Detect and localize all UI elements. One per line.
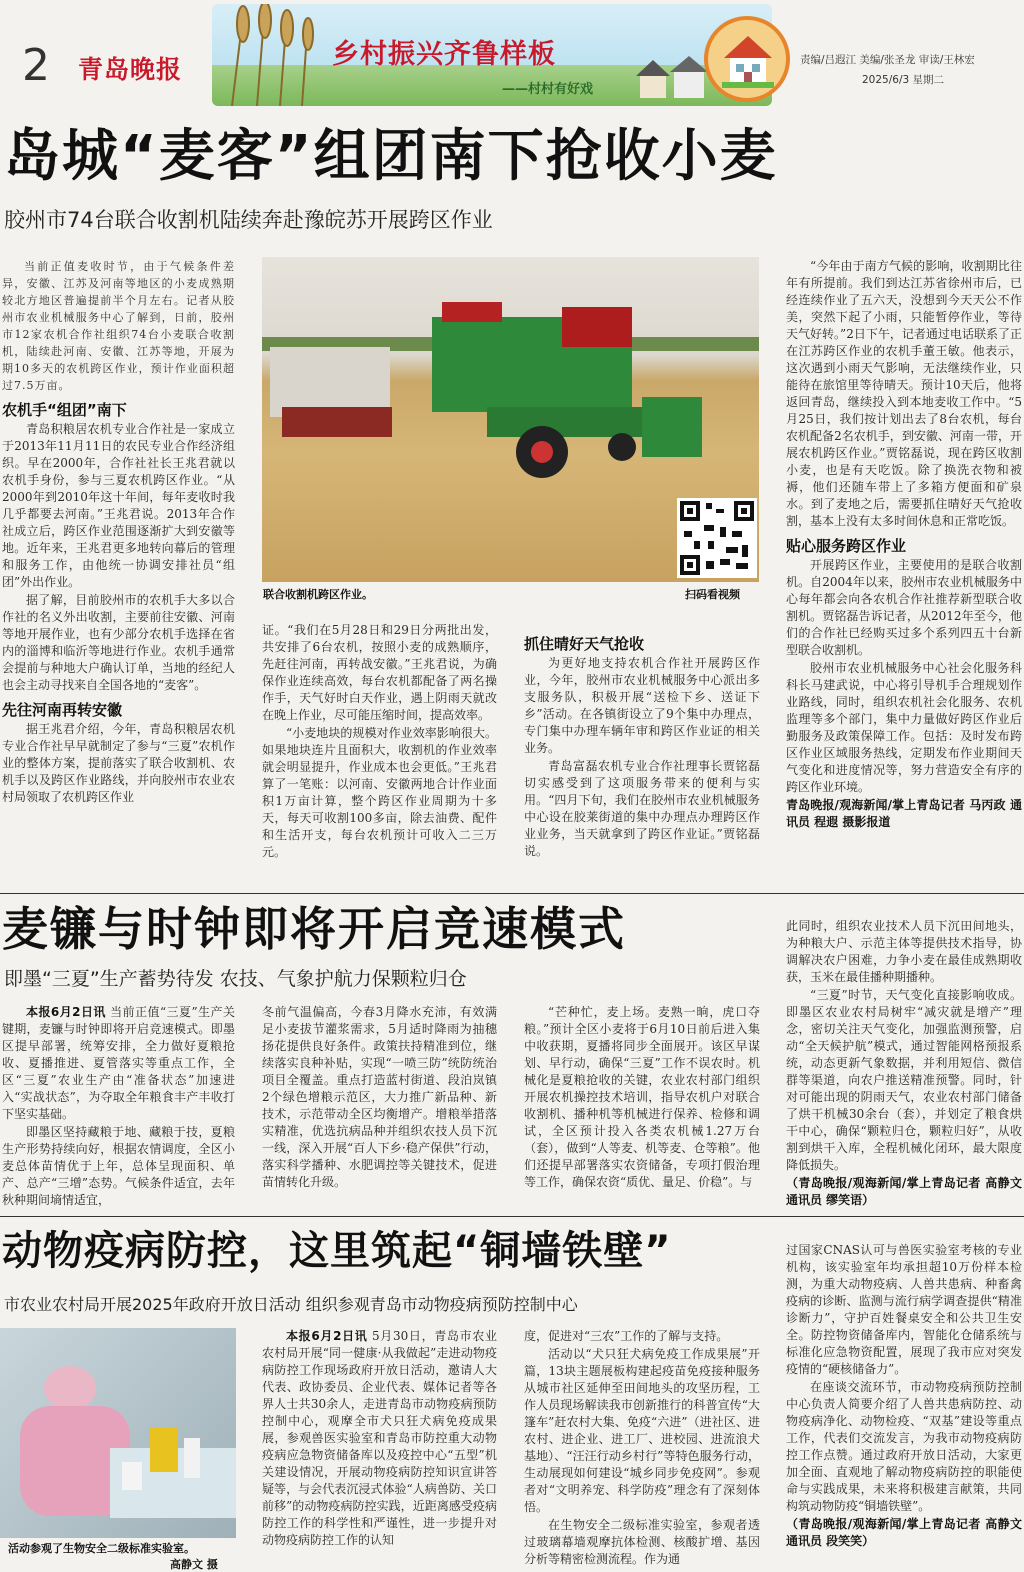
article1-paragraph: “小麦地块的规模对作业效率影响很大。如果地块连片且面积大，收割机的作业效率就会明显提升，作业成本也会更低。”王兆君算了一笔账：以河南、安徽两地合计作业面积1万亩计算，整个跨区作业周期为十多天，每天可收割100多亩，除去油费、配件和生活开支，每台农机预计可收入二三万元。 [262,726,497,859]
article1-paragraph: 青岛积粮居农机专业合作社是一家成立于2013年11月11日的农民专业合作经济组织。早在2000年，合作社社长王兆君就以农机手身份，参与三夏农机跨区作业。“从2000年到2010年这十年间，每年麦收时我几乎都要去河南。”王兆君说。2013年合作社成立后，跨区作业范围逐渐扩大到安徽等地。近年来，王兆君更多地转向幕后的管理和服务工作，由他统一协调安排社员“组团”外出作业。 [2,422,235,589]
photo-caption: 联合收割机跨区作业。 [263,588,373,601]
article2-paragraph: “三夏”时节，天气变化直接影响收成。即墨区农业农村局树牢“减灾就是增产”理念，密切关注天气变化，加强监测预警，启动“全天候护航”模式，通过智能网格预报系统，动态更新气象数据，并利用短信、微信群等渠道，向农户推送精准预警。同时，针对可能出现的阴雨天气，农业农村部门储备了烘干机械30余台（套），并划定了粮食烘干中心，确保“颗粒归仓，颗粒归好”，从收割到烘干入库，全程机械化闭环，最大限度降低损失。 [786,988,1022,1172]
article1-section1-title: 农机手“组团”南下 [2,401,127,419]
lab-photo [0,1328,236,1538]
article1-byline: 青岛晚报/观海新闻/掌上青岛记者 马丙政 通讯员 程遐 摄影报道 [786,798,1022,829]
article2-paragraph: 即墨区坚持藏粮于地、藏粮于技，夏粮生产形势持续向好，根据农情调度，全区小麦总体苗情优于上年，总体呈现面积、单产、总产“三增”态势。气候条件适宜，去年秋种期间墒情适宜， [2,1125,235,1207]
article1-section2-title: 先往河南再转安徽 [2,701,123,719]
editors: 责编/吕遐江 美编/张圣龙 审读/王林宏 [800,54,975,66]
article1-subheadline: 胶州市74台联合收割机陆续奔赴豫皖苏开展跨区作业 [4,208,493,232]
article2-dateline: 本报6月2日讯 [26,1005,106,1019]
article1-paragraph: 胶州市农业机械服务中心社会化服务科科长马建武说，中心将引导机手合理规划作业路线，同时，组织农机社会化服务、农机监理等多个部门，集中力量做好跨区作业后勤服务及政策保障工作。包括：及时发布跨区作业区域服务热线，定期发布作业期间天气变化和进度情况等，努力营造安全有序的跨区作业环境。 [786,661,1022,794]
article1-paragraph: 为更好地支持农机合作社开展跨区作业，今年，胶州市农业机械服务中心派出多支服务队，积极开展“送检下乡、送证下乡”活动。在各镇街设立了9个集中办理点，专门集中办理车辆年审和跨区作业证的相关业务。 [524,656,760,755]
article1-paragraph: “今年由于南方气候的影响，收割期比往年有所提前。我们到达江苏省徐州市后，已经连续作业了五六天，没想到今天天公不作美，突然下起了小雨，只能暂停作业，等待天气好转。”2日下午，记者通过电话联系了正在江苏跨区作业的农机手董王敏。他表示，这次遇到小雨天气影响，无法继续作业，只能待在旅馆里等待晴天。预计10天后，他将返回青岛，继续投入到本地麦收工作中。“5月25日，我们按计划出去了8台农机，每台农机配备2名农机手，到安徽、河南一带，开展农机跨区作业。”贾铭磊说，现在跨区收割小麦，也是有天吃饭。除了换洗衣物和被褥，他们还随车带上了多箱方便面和矿泉水。到了麦地之后，需要抓住晴好天气抢收割，基本上没有太多时间休息和正常吃饭。 [786,259,1022,528]
article3-paragraph: 度，促进对“三农”工作的了解与支持。 [524,1329,729,1343]
article2-paragraph: “芒种忙，麦上场。麦熟一晌，虎口夺粮。”预计全区小麦将于6月10日前后进入集中收获期，夏播将同步全面展开。该区早谋划、早行动，确保“三夏”工作不误农时。机械化是夏粮抢收的关键，农业农村部门组织开展农机操控技术培训，指导农机户对联合收割机、播种机等机械进行保养、检修和调试，全区预计投入各类农机械1.27万台（套），做到“人等麦、机等麦、仓等粮”。他们还提早部署落实农资储备，专项打假治理等工作，确保农资“质优、量足、价稳”。与 [524,1005,760,1189]
article1-col1 [2,258,235,880]
article1-paragraph: 开展跨区作业，主要使用的是联合收割机。自2004年以来，胶州市农业机械服务中心每年都会向各农机合作社推荐新型联合收割机。贾铭磊告诉记者，从2012年至今，他们的合作社已经购买过多个系列四五十台新型联合收割机。 [786,558,1022,657]
article2-col4 [786,918,1022,1212]
article1-paragraph: 证。“我们在5月28日和29日分两批出发，共安排了6台农机，按照小麦的成熟顺序，先赶往河南，再转战安徽。”王兆君说，为确保作业连续高效，每台农机都配备了两名操作手，天气好时白天作业，遇上阴雨天就改在晚上作业，尽可能压缩时间，提高效率。 [262,623,497,722]
article1-paragraph: 据了解，目前胶州市的农机手大多以合作社的名义外出收割，主要前往安徽、河南等地开展作业，也有少部分农机手选择在省内的淄博和临沂等地进行作业。农机手通常会提前与种地大户确认订单，当地的经纪人也会主动寻找来自全国各地的“麦客”。 [2,593,235,692]
village-icon [632,44,712,106]
article1-col2 [262,622,497,880]
lab-photo-caption: 活动参观了生物安全二级标准实验室。 [8,1542,195,1555]
article2-paragraph: 冬前气温偏高，今春3月降水充沛，有效满足小麦拔节灌浆需求，5月适时降雨为抽穗扬花提供良好条件。政策扶持精准到位，继续落实良种补贴，实现“一喷三防”统防统治项目全覆盖。重点打造蓝村街道、段泊岚镇2个绿色增粮示范区，大力推广新品种、新技术，示范带动全区均衡增产。增粮举措落实精准，优选抗病品种并组织农技人员下沉一线，深入开展“百人下乡·稳产保供”行动，落实科学播种、水肥调控等关键技术，促进苗情转化升级。 [262,1005,497,1189]
article3-paragraph: 在座谈交流环节，市动物疫病预防控制中心负责人简要介绍了人兽共患病防控、动物疫病净化、动物检疫、“双基”建设等重点工作，代表们交流发言，为我市动物疫病防控工作点赞。通过政府开放日活动，大家更加全面、直观地了解动物疫病防控的职能使命与实践成果，未来将积极建言献策，共同构筑动物防疫“铜墙铁壁”。 [786,1380,1022,1513]
article2-paragraph: 当前正值“三夏”生产关键期，麦镰与时钟即将开启竞速模式。即墨区提早部署，统筹安排，全力做好夏粮抢收、夏播推进、夏管落实等重点工作，全区“三夏”农业生产由“准备状态”加速进入“实战状态”，为夺取全年粮食丰产丰收打下坚实基础。 [2,1005,235,1121]
divider [0,1216,1024,1217]
house-icon [722,32,774,88]
article1-section3-title: 抓住晴好天气抢收 [524,635,645,653]
article2-headline: 麦镰与时钟即将开启竞速模式 [2,902,626,956]
banner-subtitle: ——村村有好戏 [502,82,594,97]
divider [0,893,1024,894]
article1-paragraph: 青岛富磊农机专业合作社理事长贾铭磊切实感受到了这项服务带来的便利与实用。“四月下旬，我们在胶州市农业机械服务中心设在胶莱街道的集中办理点办理跨区作业业务，当天就拿到了跨区作业证。”贾铭磊说。 [524,759,760,858]
paper-name: 青岛晚报 [78,55,183,84]
article3-paragraph: 在生物安全二级标准实验室，参观者透过玻璃幕墙观摩抗体检测、核酸扩增、基因分析等精密检测流程。作为通 [524,1518,760,1566]
article1-lead: 当前正值麦收时节，由于气候条件差异，安徽、江苏及河南等地区的小麦成熟期较北方地区普遍提前半个月左右。记者从胶州市农业机械服务中心了解到，日前，胶州市12家农机合作社组织74台小麦联合收割机，陆续赴河南、安徽、江苏等地，开展为期10多天的农机跨区作业，预计作业面积超过7.5万亩。 [2,260,235,392]
lab-photo-credit: 高静文 摄 [170,1558,218,1571]
article3-col4 [786,1242,1022,1568]
article2-subheadline: 即墨“三夏”生产蓄势待发 农技、气象护航力保颗粒归仓 [4,968,467,990]
wheat-icon [212,4,322,106]
masthead [0,0,1024,108]
qr-caption: 扫码看视频 [685,588,740,601]
article2-paragraph: 此同时，组织农业技术人员下沉田间地头，为种粮大户、示范主体等提供技术指导，协调解决农户困难，力争小麦在最佳成熟期收获，玉米在最佳播种期播种。 [786,919,1022,984]
qr-code-icon [680,501,754,575]
article2-byline: （青岛晚报/观海新闻/掌上青岛记者 高静文 通讯员 缪笑语） [786,1176,1022,1207]
article1-col3 [524,628,760,880]
article3-headline: 动物疫病防控，这里筑起“铜墙铁壁” [2,1228,672,1274]
article3-dateline: 本报6月2日讯 [286,1329,368,1343]
house-badge [704,16,790,102]
article3-byline: （青岛晚报/观海新闻/掌上青岛记者 高静文 通讯员 段笑笑） [786,1517,1022,1548]
article3-paragraph: 过国家CNAS认可与兽医实验室考核的专业机构，该实验室年均承担超10万份样本检测，为重大动物疫病、人兽共患病、种畜禽疫病的诊断、监测与流行病学调查提供“精准诊断力”，守护百姓餐桌安全和公共卫生安全。防控物资储备库内，智能化仓储系统与标准化应急物资配置，展现了我市应对突发疫情的“硬核储备力”。 [786,1243,1022,1376]
qr-code[interactable] [677,498,757,578]
article2-col1 [2,1004,235,1212]
page-number: 2 [22,40,50,91]
article3-col2 [262,1328,497,1568]
lab-worker-icon [0,1328,236,1538]
article1-headline: 岛城“麦客”组团南下抢收小麦 [4,124,778,189]
article1-col4 [786,258,1022,880]
article3-paragraph: 活动以“犬只狂犬病免疫工作成果展”开篇，13块主题展板构建起疫苗免疫接种服务从城市社区延伸至田间地头的攻坚历程，工作人员现场解读我市创新推行的科普宣传“大篷车”赶农村大集、免疫“六进”（进社区、进农村、进企业、进工厂、进校园、进流浪犬基地）、“汪汪行动乡村行”等特色服务行动，生动展现如何建设“城乡同步免疫网”。参观者对“文明养宠、科学防疫”理念有了深刻体悟。 [524,1347,760,1514]
issue-date: 2025/6/3 星期二 [862,74,944,86]
banner-title: 乡村振兴齐鲁样板 [332,39,556,70]
article1-section4-title: 贴心服务跨区作业 [786,537,907,555]
article2-col3 [524,1004,760,1212]
article3-col3 [524,1328,760,1568]
banner [212,4,772,106]
article1-paragraph: 据王兆君介绍，今年，青岛积粮居农机专业合作社早早就制定了参与“三夏”农机作业的整体方案，提前落实了联合收割机、农机手以及跨区作业路线，并向胶州市农业农村局领取了农机跨区作业 [2,722,235,804]
article3-paragraph: 5月30日，青岛市农业农村局开展“同一健康·从我做起”走进动物疫病防控工作现场政府开放日活动，邀请人大代表、政协委员、企业代表、媒体记者等各界人士共30余人，走进青岛市动物疫病预防控制中心，观摩全市犬只狂犬病免疫成果展，参观兽医实验室和青岛市防控重大动物疫病应急物资储备库以及疫控中心“五型”机关建设情况，开展动物疫病防控知识宣讲答疑等，与会代表沉浸式体验“人病兽防、关口前移”的动物疫病防控实践，近距离感受疫病防控工作的科学性和严谨性，进一步提升对动物疫病防控工作的认知 [262,1329,497,1547]
article3-subheadline: 市农业农村局开展2025年政府开放日活动 组织参观青岛市动物疫病预防控制中心 [4,1295,578,1314]
article2-col2 [262,1004,497,1212]
